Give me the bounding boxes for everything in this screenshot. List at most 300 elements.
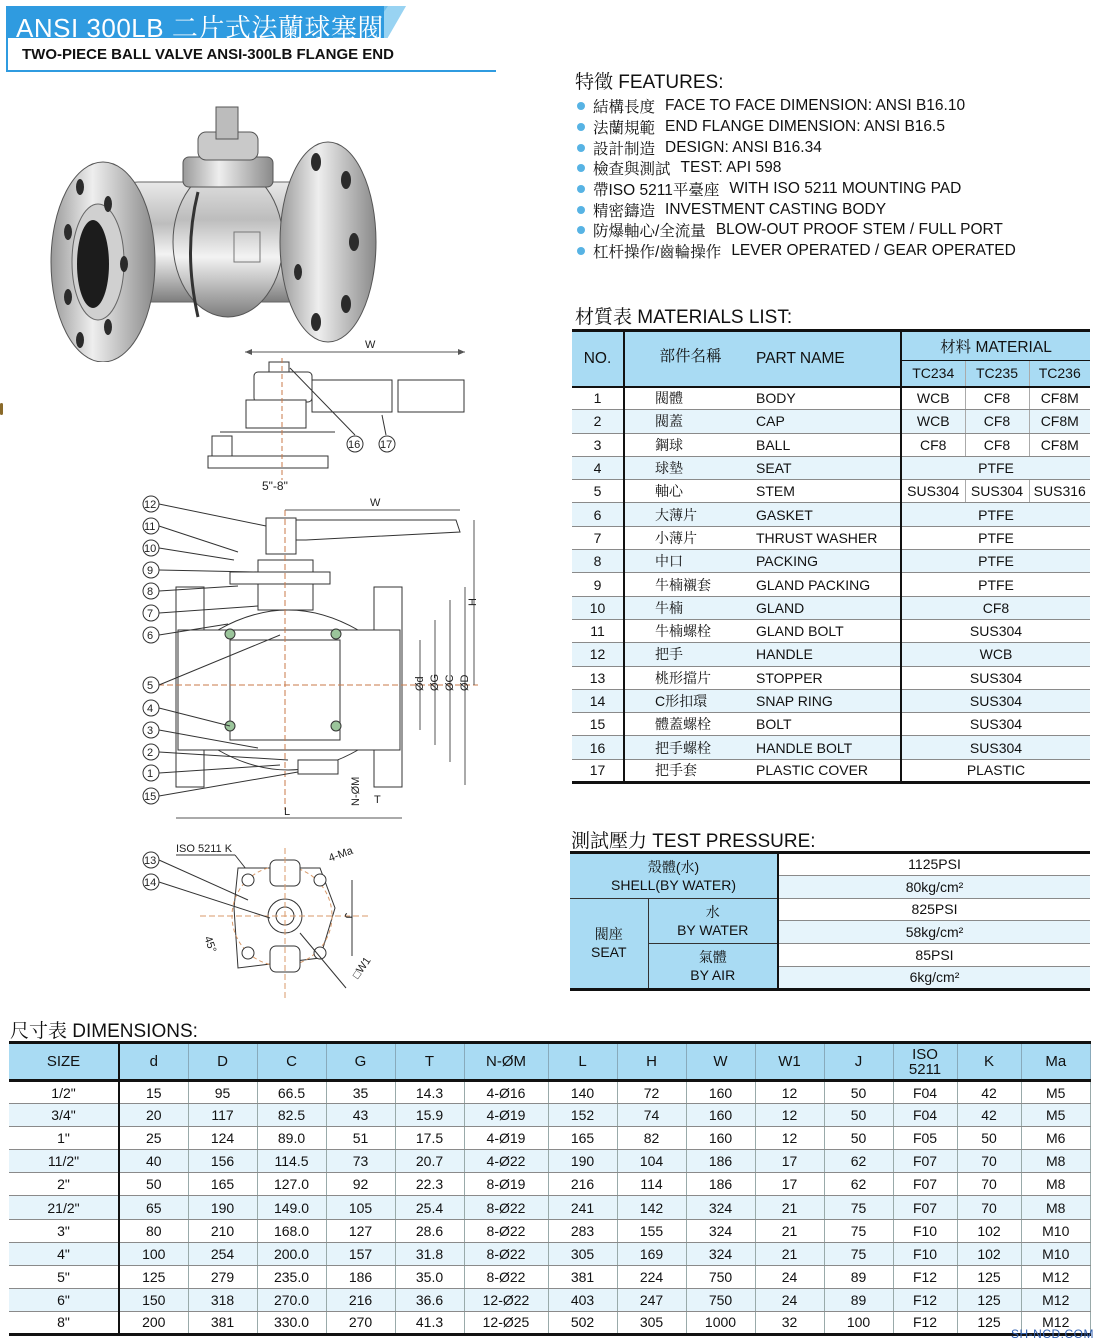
material-tc234: SUS304 xyxy=(901,480,965,503)
title-banner xyxy=(6,6,406,43)
dim-value: 1000 xyxy=(686,1311,755,1334)
col-tc235: TC235 xyxy=(965,361,1029,387)
dim-w-label: W xyxy=(365,340,376,351)
dim-value: 140 xyxy=(548,1081,617,1104)
dim-value: 124 xyxy=(188,1127,257,1150)
dim-row xyxy=(9,1081,1091,1104)
watermark: SH-NCD.COM xyxy=(1011,1327,1094,1341)
dim-value: 80 xyxy=(119,1219,188,1242)
part-name-zh: 小薄片 xyxy=(624,526,756,549)
ma-label: 4-Ma xyxy=(327,844,355,865)
dim-value: 36.6 xyxy=(395,1288,464,1311)
part-name-zh: 把手 xyxy=(624,643,756,666)
dim-col-header: G xyxy=(326,1043,395,1081)
dim-size: 11/2" xyxy=(9,1150,119,1173)
material-row xyxy=(572,713,1090,736)
dim-value: 22.3 xyxy=(395,1173,464,1196)
material-row xyxy=(572,410,1090,433)
material-tc236: CF8M xyxy=(1029,410,1090,433)
materials-table xyxy=(572,329,1090,784)
dim-value: 8-Ø22 xyxy=(464,1242,548,1265)
dim-value: 21 xyxy=(755,1219,824,1242)
dim-row xyxy=(9,1311,1091,1334)
dim-row xyxy=(9,1173,1091,1196)
material-all: PLASTIC xyxy=(901,759,1090,782)
part-name-en: PLASTIC COVER xyxy=(756,759,901,782)
dim-value: 270.0 xyxy=(257,1288,326,1311)
materials-title: 材質表 MATERIALS LIST: xyxy=(575,307,793,328)
dim-value: 74 xyxy=(617,1104,686,1127)
dim-row xyxy=(9,1104,1091,1127)
dim-size: 1/2" xyxy=(9,1081,119,1104)
page-subtitle: TWO-PIECE BALL VALVE ANSI-300LB FLANGE END xyxy=(22,46,394,63)
dim-value: 73 xyxy=(326,1150,395,1173)
part-number: 15 xyxy=(572,713,624,736)
dim-row xyxy=(9,1150,1091,1173)
part-name-zh: C形扣環 xyxy=(624,689,756,712)
dim-value: 100 xyxy=(824,1311,893,1334)
valve-illustration xyxy=(48,92,388,362)
part-name-zh: 體蓋螺栓 xyxy=(624,713,756,736)
material-all: SUS304 xyxy=(901,619,1090,642)
dim-value: 125 xyxy=(957,1265,1021,1288)
svg-text:11: 11 xyxy=(144,521,156,533)
dim-value: 324 xyxy=(686,1196,755,1219)
svg-text:4: 4 xyxy=(147,703,154,715)
dim-value: 169 xyxy=(617,1242,686,1265)
part-number: 7 xyxy=(572,526,624,549)
part-name-en: SEAT xyxy=(756,456,901,479)
dim-col-header: C xyxy=(257,1043,326,1081)
dim-value: 50 xyxy=(957,1127,1021,1150)
dim-value: F07 xyxy=(893,1150,957,1173)
mounting-pad-drawing xyxy=(140,838,390,1003)
part-name-en: HANDLE BOLT xyxy=(756,736,901,759)
dim-size: 4" xyxy=(9,1242,119,1265)
top-view-drawing xyxy=(200,340,490,490)
dim-size: 6" xyxy=(9,1288,119,1311)
dim-row xyxy=(9,1127,1091,1150)
dim-value: 165 xyxy=(548,1127,617,1150)
dim-value: 142 xyxy=(617,1196,686,1219)
dim-col-header: W1 xyxy=(755,1043,824,1081)
dim-value: 165 xyxy=(188,1173,257,1196)
dim-value: 155 xyxy=(617,1219,686,1242)
material-row xyxy=(572,596,1090,619)
seat-label: 閥座 SEAT xyxy=(570,898,648,989)
dim-col-header: D xyxy=(188,1043,257,1081)
dim-value: 62 xyxy=(824,1173,893,1196)
part-name-zh: 牛楠襯套 xyxy=(624,573,756,596)
material-tc236: CF8M xyxy=(1029,387,1090,410)
dim-value: M12 xyxy=(1021,1265,1091,1288)
dim-nm-label: N-ØM xyxy=(350,776,362,806)
seat-water-label: 水 BY WATER xyxy=(648,898,778,944)
dim-value: 12-Ø25 xyxy=(464,1311,548,1334)
material-tc235: CF8 xyxy=(965,410,1029,433)
material-tc234: CF8 xyxy=(901,433,965,456)
dim-value: 4-Ø19 xyxy=(464,1104,548,1127)
dim-value: 21 xyxy=(755,1196,824,1219)
dim-value: 50 xyxy=(824,1081,893,1104)
dim-value: M8 xyxy=(1021,1196,1091,1219)
dim-value: F05 xyxy=(893,1127,957,1150)
material-all: PTFE xyxy=(901,573,1090,596)
dim-value: 50 xyxy=(119,1173,188,1196)
top-view-size-label: 5"-8" xyxy=(262,479,288,490)
dim-value: 186 xyxy=(686,1173,755,1196)
part-name-zh: 牛楠 xyxy=(624,596,756,619)
material-row xyxy=(572,689,1090,712)
dim-g-label: ØG xyxy=(429,673,441,691)
material-all: SUS304 xyxy=(901,689,1090,712)
dim-value: 279 xyxy=(188,1265,257,1288)
dim-value: F10 xyxy=(893,1219,957,1242)
dim-value: 70 xyxy=(957,1196,1021,1219)
feature-item: 杠杆操作/齒輪操作 LEVER OPERATED / GEAR OPERATED xyxy=(577,241,1087,262)
material-all: SUS304 xyxy=(901,713,1090,736)
dim-value: 24 xyxy=(755,1288,824,1311)
dim-value: 8-Ø22 xyxy=(464,1219,548,1242)
dim-value: F10 xyxy=(893,1242,957,1265)
dim-value: 114.5 xyxy=(257,1150,326,1173)
part-name-en: BALL xyxy=(756,433,901,456)
material-row xyxy=(572,666,1090,689)
dim-value: 186 xyxy=(326,1265,395,1288)
dim-value: F04 xyxy=(893,1081,957,1104)
col-tc234: TC234 xyxy=(901,361,965,387)
section-drawing xyxy=(138,490,488,830)
dim-value: 160 xyxy=(686,1127,755,1150)
part-number: 14 xyxy=(572,689,624,712)
dim-value: F12 xyxy=(893,1265,957,1288)
test-pressure-title: 測試壓力 TEST PRESSURE: xyxy=(571,831,816,852)
svg-text:8: 8 xyxy=(147,586,154,598)
material-row xyxy=(572,503,1090,526)
part-name-en: GLAND xyxy=(756,596,901,619)
dim-value: 50 xyxy=(824,1104,893,1127)
material-tc234: WCB xyxy=(901,387,965,410)
dim-row xyxy=(9,1196,1091,1219)
svg-text:16: 16 xyxy=(348,439,361,451)
bullet-icon xyxy=(577,185,585,193)
dim-value: 41.3 xyxy=(395,1311,464,1334)
dim-value: 168.0 xyxy=(257,1219,326,1242)
dim-value: 4-Ø22 xyxy=(464,1150,548,1173)
svg-text:1: 1 xyxy=(147,768,154,780)
col-tc236: TC236 xyxy=(1029,361,1090,387)
feature-item: 帶ISO 5211平臺座 WITH ISO 5211 MOUNTING PAD xyxy=(577,179,1087,200)
part-name-en: GLAND BOLT xyxy=(756,619,901,642)
dim-size: 1" xyxy=(9,1127,119,1150)
part-number: 2 xyxy=(572,410,624,433)
dim-value: 75 xyxy=(824,1219,893,1242)
dim-value: 190 xyxy=(188,1196,257,1219)
dim-value: 32 xyxy=(755,1311,824,1334)
part-name-zh: 牛楠螺栓 xyxy=(624,619,756,642)
bullet-icon xyxy=(577,226,585,234)
material-all: PTFE xyxy=(901,526,1090,549)
dim-value: 114 xyxy=(617,1173,686,1196)
iso-label: ISO 5211 K xyxy=(176,843,233,855)
bullet-icon xyxy=(577,144,585,152)
svg-text:2: 2 xyxy=(147,747,154,759)
part-name-en: STEM xyxy=(756,480,901,503)
dim-value: F07 xyxy=(893,1196,957,1219)
test-pressure-table xyxy=(570,851,1090,991)
edge-mark xyxy=(0,403,3,415)
dim-col-header: L xyxy=(548,1043,617,1081)
dim-value: M8 xyxy=(1021,1150,1091,1173)
part-number: 4 xyxy=(572,456,624,479)
dim-value: 200.0 xyxy=(257,1242,326,1265)
col-material: 材料 MATERIAL xyxy=(901,331,1090,361)
material-all: PTFE xyxy=(901,456,1090,479)
dim-value: F12 xyxy=(893,1288,957,1311)
dim-value: 31.8 xyxy=(395,1242,464,1265)
dim-value: 750 xyxy=(686,1265,755,1288)
dim-value: 12 xyxy=(755,1104,824,1127)
seat-air-kg: 6kg/cm² xyxy=(778,966,1090,989)
dim-value: 100 xyxy=(119,1242,188,1265)
svg-text:15: 15 xyxy=(144,791,157,803)
seat-air-label: 氣體 BY AIR xyxy=(648,944,778,990)
material-all: SUS304 xyxy=(901,666,1090,689)
dim-row xyxy=(9,1219,1091,1242)
dim-value: 160 xyxy=(686,1081,755,1104)
dim-value: M10 xyxy=(1021,1219,1091,1242)
dim-value: 127.0 xyxy=(257,1173,326,1196)
dim-col-header: N-ØM xyxy=(464,1043,548,1081)
feature-item: 設計制造 DESIGN: ANSI B16.34 xyxy=(577,137,1087,158)
dim-size: 2" xyxy=(9,1173,119,1196)
dim-value: 51 xyxy=(326,1127,395,1150)
dim-value: 125 xyxy=(957,1288,1021,1311)
dim-value: 4-Ø19 xyxy=(464,1127,548,1150)
material-row xyxy=(572,643,1090,666)
dim-value: 95 xyxy=(188,1081,257,1104)
dim-value: 224 xyxy=(617,1265,686,1288)
material-tc235: SUS304 xyxy=(965,480,1029,503)
dim-value: 35.0 xyxy=(395,1265,464,1288)
dimensions-title: 尺寸表 DIMENSIONS: xyxy=(10,1021,198,1042)
dim-size: 21/2" xyxy=(9,1196,119,1219)
dim-value: 89 xyxy=(824,1265,893,1288)
bullet-icon xyxy=(577,102,585,110)
j-label: J xyxy=(342,913,354,919)
dim-size: 5" xyxy=(9,1265,119,1288)
part-number: 16 xyxy=(572,736,624,759)
shell-kg: 80kg/cm² xyxy=(778,875,1090,898)
dim-value: 305 xyxy=(617,1311,686,1334)
dim-value: 20.7 xyxy=(395,1150,464,1173)
dim-value: 75 xyxy=(824,1242,893,1265)
dim-value: 156 xyxy=(188,1150,257,1173)
part-number: 8 xyxy=(572,550,624,573)
dim-value: M10 xyxy=(1021,1242,1091,1265)
bullet-icon xyxy=(577,247,585,255)
material-row xyxy=(572,526,1090,549)
feature-item: 防爆軸心/全流量 BLOW-OUT PROOF STEM / FULL PORT xyxy=(577,220,1087,241)
dim-value: 62 xyxy=(824,1150,893,1173)
dim-value: 72 xyxy=(617,1081,686,1104)
dim-value: M5 xyxy=(1021,1104,1091,1127)
material-all: WCB xyxy=(901,643,1090,666)
svg-text:10: 10 xyxy=(144,543,157,555)
dim-col-header: d xyxy=(119,1043,188,1081)
svg-text:14: 14 xyxy=(144,877,157,889)
dim-value: 210 xyxy=(188,1219,257,1242)
material-row xyxy=(572,759,1090,782)
part-name-en: THRUST WASHER xyxy=(756,526,901,549)
svg-text:6: 6 xyxy=(147,630,154,642)
dim-size: 3" xyxy=(9,1219,119,1242)
subtitle-box xyxy=(6,38,496,72)
col-no: NO. xyxy=(572,331,624,387)
dim-value: 324 xyxy=(686,1219,755,1242)
dim-value: 35 xyxy=(326,1081,395,1104)
seat-water-kg: 58kg/cm² xyxy=(778,921,1090,944)
bullet-icon xyxy=(577,164,585,172)
dim-value: F12 xyxy=(893,1311,957,1334)
dim-value: 8-Ø19 xyxy=(464,1173,548,1196)
part-number: 17 xyxy=(572,759,624,782)
page-title: ANSI 300LB 二片式法蘭球塞閥 xyxy=(16,13,384,43)
banner-tail-accent xyxy=(384,6,414,38)
dim-value: 42 xyxy=(957,1081,1021,1104)
svg-text:9: 9 xyxy=(147,565,154,577)
dim-value: 324 xyxy=(686,1242,755,1265)
dim-value: 330.0 xyxy=(257,1311,326,1334)
dim-value: 8-Ø22 xyxy=(464,1196,548,1219)
part-number: 5 xyxy=(572,480,624,503)
material-tc235: CF8 xyxy=(965,387,1029,410)
dim-value: 247 xyxy=(617,1288,686,1311)
dim-value: 15.9 xyxy=(395,1104,464,1127)
dim-value: 150 xyxy=(119,1288,188,1311)
valve-photo xyxy=(48,92,388,362)
part-name-en: SNAP RING xyxy=(756,689,901,712)
dim-value: 25 xyxy=(119,1127,188,1150)
part-name-zh: 大薄片 xyxy=(624,503,756,526)
dim-w2-label: W xyxy=(370,497,381,509)
dim-value: 105 xyxy=(326,1196,395,1219)
material-row xyxy=(572,387,1090,410)
dim-value: 75 xyxy=(824,1196,893,1219)
feature-item: 結構長度 FACE TO FACE DIMENSION: ANSI B16.10 xyxy=(577,96,1087,117)
part-name-en: BODY xyxy=(756,387,901,410)
dim-value: 190 xyxy=(548,1150,617,1173)
dim-value: 17 xyxy=(755,1150,824,1173)
part-name-zh: 軸心 xyxy=(624,480,756,503)
dim-value: 70 xyxy=(957,1150,1021,1173)
dim-value: M6 xyxy=(1021,1127,1091,1150)
dim-value: M12 xyxy=(1021,1288,1091,1311)
svg-text:3: 3 xyxy=(147,725,154,737)
dim-value: 4-Ø16 xyxy=(464,1081,548,1104)
seat-water-psi: 825PSI xyxy=(778,898,1090,921)
dim-value: M12 xyxy=(1021,1311,1091,1334)
part-number: 3 xyxy=(572,433,624,456)
dim-value: 66.5 xyxy=(257,1081,326,1104)
part-name-en: BOLT xyxy=(756,713,901,736)
material-row xyxy=(572,480,1090,503)
dim-value: 15 xyxy=(119,1081,188,1104)
shell-psi: 1125PSI xyxy=(778,853,1090,876)
part-number: 6 xyxy=(572,503,624,526)
material-tc235: CF8 xyxy=(965,433,1029,456)
part-name-en: PACKING xyxy=(756,550,901,573)
dim-value: 20 xyxy=(119,1104,188,1127)
dimensions-table xyxy=(9,1041,1091,1336)
material-row xyxy=(572,456,1090,479)
feature-item: 檢查與測試 TEST: API 598 xyxy=(577,158,1087,179)
part-name-zh: 把手螺栓 xyxy=(624,736,756,759)
dim-value: 89 xyxy=(824,1288,893,1311)
svg-text:13: 13 xyxy=(144,855,157,867)
dim-value: 17.5 xyxy=(395,1127,464,1150)
dim-value: 82 xyxy=(617,1127,686,1150)
dim-value: 149.0 xyxy=(257,1196,326,1219)
dim-value: 160 xyxy=(686,1104,755,1127)
dim-value: 102 xyxy=(957,1242,1021,1265)
part-name-en: GASKET xyxy=(756,503,901,526)
material-all: CF8 xyxy=(901,596,1090,619)
dim-value: 14.3 xyxy=(395,1081,464,1104)
dim-value: 65 xyxy=(119,1196,188,1219)
dim-d-label: Ød xyxy=(414,676,426,691)
part-name-zh: 閥蓋 xyxy=(624,410,756,433)
dim-value: 157 xyxy=(326,1242,395,1265)
part-name-zh: 閥體 xyxy=(624,387,756,410)
material-row xyxy=(572,433,1090,456)
dim-h-label: H xyxy=(467,598,479,606)
feature-item: 法蘭規範 END FLANGE DIMENSION: ANSI B16.5 xyxy=(577,117,1087,138)
dim-value: 270 xyxy=(326,1311,395,1334)
svg-text:12: 12 xyxy=(144,499,157,511)
dim-value: 241 xyxy=(548,1196,617,1219)
material-tc236: CF8M xyxy=(1029,433,1090,456)
bullet-icon xyxy=(577,123,585,131)
dim-value: 82.5 xyxy=(257,1104,326,1127)
dim-value: 305 xyxy=(548,1242,617,1265)
dim-value: 92 xyxy=(326,1173,395,1196)
material-all: PTFE xyxy=(901,550,1090,573)
seat-air-psi: 85PSI xyxy=(778,944,1090,967)
part-name-en: GLAND PACKING xyxy=(756,573,901,596)
part-number: 9 xyxy=(572,573,624,596)
svg-text:17: 17 xyxy=(380,439,393,451)
dim-value: 152 xyxy=(548,1104,617,1127)
col-part-en: PART NAME xyxy=(756,331,901,387)
material-row xyxy=(572,619,1090,642)
part-number: 10 xyxy=(572,596,624,619)
dim-row xyxy=(9,1242,1091,1265)
dim-value: 318 xyxy=(188,1288,257,1311)
dim-l-label: L xyxy=(284,806,291,818)
dim-value: 235.0 xyxy=(257,1265,326,1288)
part-number: 12 xyxy=(572,643,624,666)
dim-value: 102 xyxy=(957,1219,1021,1242)
dimensions-body xyxy=(9,1081,1091,1335)
dim-value: 12 xyxy=(755,1127,824,1150)
dim-value: 381 xyxy=(188,1311,257,1334)
dim-value: 381 xyxy=(548,1265,617,1288)
part-name-en: STOPPER xyxy=(756,666,901,689)
dim-dd-label: ØD xyxy=(459,674,471,691)
dim-value: 117 xyxy=(188,1104,257,1127)
part-number: 1 xyxy=(572,387,624,410)
